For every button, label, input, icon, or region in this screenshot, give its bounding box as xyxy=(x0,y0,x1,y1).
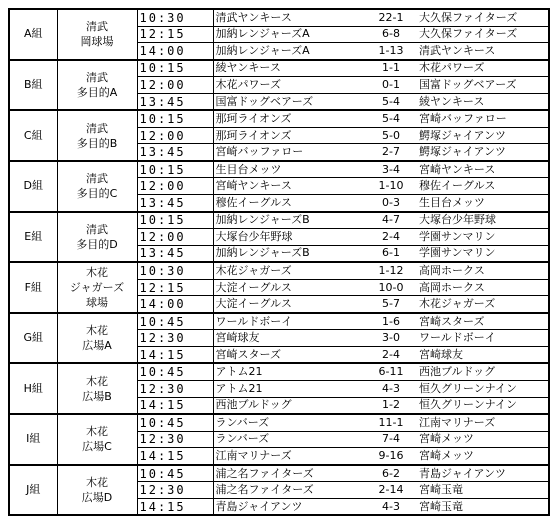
match-time: 13:45 xyxy=(137,195,213,212)
match-time: 12:00 xyxy=(137,178,213,195)
match-score: 1-10 xyxy=(365,178,417,195)
away-team: 学園サンマリン xyxy=(417,229,549,246)
away-team: 恒久グリーンナイン xyxy=(417,397,549,414)
away-team: 宮崎スターズ xyxy=(417,313,549,330)
table-row xyxy=(9,414,549,431)
match-time: 13:45 xyxy=(137,144,213,161)
match-time: 14:15 xyxy=(137,448,213,465)
table-row xyxy=(9,262,549,279)
match-score: 4-3 xyxy=(365,498,417,515)
away-team: 木花ジャガーズ xyxy=(417,296,549,313)
group-name: I組 xyxy=(9,414,57,465)
field-name: 清武 多目的B xyxy=(57,110,137,161)
match-time: 10:30 xyxy=(137,9,213,26)
match-score: 5-0 xyxy=(365,127,417,144)
match-score: 3-4 xyxy=(365,161,417,178)
away-team: 江南マリナーズ xyxy=(417,414,549,431)
match-time: 12:15 xyxy=(137,279,213,296)
group-name: B組 xyxy=(9,60,57,111)
away-team: 宮崎玉竜 xyxy=(417,498,549,515)
match-time: 10:15 xyxy=(137,161,213,178)
table-row xyxy=(9,9,549,26)
match-score: 2-14 xyxy=(365,482,417,499)
table-row xyxy=(9,60,549,77)
home-team: 綾ヤンキース xyxy=(213,60,365,77)
match-time: 12:30 xyxy=(137,431,213,448)
table-body xyxy=(9,9,549,515)
away-team: 高岡ホークス xyxy=(417,279,549,296)
field-name: 清武 多目的A xyxy=(57,60,137,111)
field-name: 清武 多目的D xyxy=(57,212,137,263)
away-team: 国富ドッグベアーズ xyxy=(417,77,549,94)
match-score: 2-4 xyxy=(365,346,417,363)
home-team: 宮崎球友 xyxy=(213,330,365,347)
home-team: 那珂ライオンズ xyxy=(213,127,365,144)
match-score: 2-4 xyxy=(365,229,417,246)
home-team: ランバーズ xyxy=(213,414,365,431)
match-score: 0-1 xyxy=(365,77,417,94)
match-score: 11-1 xyxy=(365,414,417,431)
table-row xyxy=(9,110,549,127)
match-time: 14:00 xyxy=(137,43,213,60)
away-team: 鰐塚ジャイアンツ xyxy=(417,127,549,144)
home-team: 青島ジャイアンツ xyxy=(213,498,365,515)
match-time: 10:15 xyxy=(137,110,213,127)
away-team: 大久保ファイターズ xyxy=(417,26,549,43)
match-time: 12:30 xyxy=(137,381,213,398)
match-time: 10:15 xyxy=(137,212,213,229)
home-team: 大塚台少年野球 xyxy=(213,229,365,246)
field-name: 木花 ジャガーズ 球場 xyxy=(57,262,137,313)
group-name: J組 xyxy=(9,465,57,516)
match-score: 5-4 xyxy=(365,110,417,127)
away-team: 宮崎ヤンキース xyxy=(417,161,549,178)
away-team: 恒久グリーンナイン xyxy=(417,381,549,398)
home-team: 生目台メッツ xyxy=(213,161,365,178)
home-team: 宮崎バッファロー xyxy=(213,144,365,161)
match-time: 14:15 xyxy=(137,397,213,414)
group-name: F組 xyxy=(9,262,57,313)
match-score: 1-13 xyxy=(365,43,417,60)
field-name: 清武 多目的C xyxy=(57,161,137,212)
away-team: 宮崎玉竜 xyxy=(417,482,549,499)
away-team: 生目台メッツ xyxy=(417,195,549,212)
away-team: 宮崎メッツ xyxy=(417,431,549,448)
match-score: 5-7 xyxy=(365,296,417,313)
match-score: 1-12 xyxy=(365,262,417,279)
field-name: 木花 広場A xyxy=(57,313,137,364)
schedule-sheet xyxy=(8,8,548,514)
match-time: 12:00 xyxy=(137,229,213,246)
home-team: 加納レンジャーズA xyxy=(213,26,365,43)
match-time: 10:30 xyxy=(137,262,213,279)
away-team: 綾ヤンキース xyxy=(417,93,549,110)
home-team: 加納レンジャーズA xyxy=(213,43,365,60)
match-score: 6-8 xyxy=(365,26,417,43)
home-team: ランバーズ xyxy=(213,431,365,448)
home-team: 加納レンジャーズB xyxy=(213,245,365,262)
home-team: 浦之名ファイターズ xyxy=(213,465,365,482)
match-score: 10-0 xyxy=(365,279,417,296)
match-score: 0-3 xyxy=(365,195,417,212)
home-team: 浦之名ファイターズ xyxy=(213,482,365,499)
match-time: 10:45 xyxy=(137,363,213,380)
match-time: 12:30 xyxy=(137,482,213,499)
match-time: 10:45 xyxy=(137,414,213,431)
match-score: 6-1 xyxy=(365,245,417,262)
match-time: 12:30 xyxy=(137,330,213,347)
group-name: A組 xyxy=(9,9,57,60)
away-team: 宮崎バッファロー xyxy=(417,110,549,127)
match-score: 1-2 xyxy=(365,397,417,414)
table-row xyxy=(9,313,549,330)
field-name: 清武 岡球場 xyxy=(57,9,137,60)
match-time: 14:00 xyxy=(137,296,213,313)
home-team: 穆佐イーグルス xyxy=(213,195,365,212)
match-score: 5-4 xyxy=(365,93,417,110)
home-team: 宮崎ヤンキース xyxy=(213,178,365,195)
away-team: 鰐塚ジャイアンツ xyxy=(417,144,549,161)
match-time: 10:15 xyxy=(137,60,213,77)
home-team: 清武ヤンキース xyxy=(213,9,365,26)
home-team: アトム21 xyxy=(213,363,365,380)
match-time: 10:45 xyxy=(137,465,213,482)
home-team: 西池ブルドッグ xyxy=(213,397,365,414)
match-score: 2-7 xyxy=(365,144,417,161)
match-score: 1-1 xyxy=(365,60,417,77)
table-row xyxy=(9,161,549,178)
home-team: 大淀イーグルス xyxy=(213,296,365,313)
table-row xyxy=(9,363,549,380)
match-time: 14:15 xyxy=(137,346,213,363)
match-time: 10:45 xyxy=(137,313,213,330)
group-name: D組 xyxy=(9,161,57,212)
away-team: 木花パワーズ xyxy=(417,60,549,77)
match-time: 13:45 xyxy=(137,245,213,262)
match-score: 9-16 xyxy=(365,448,417,465)
match-score: 22-1 xyxy=(365,9,417,26)
match-score: 7-4 xyxy=(365,431,417,448)
group-name: H組 xyxy=(9,363,57,414)
home-team: ワールドボーイ xyxy=(213,313,365,330)
field-name: 木花 広場B xyxy=(57,363,137,414)
home-team: アトム21 xyxy=(213,381,365,398)
home-team: 国富ドッグベアーズ xyxy=(213,93,365,110)
away-team: 宮崎メッツ xyxy=(417,448,549,465)
away-team: 西池ブルドッグ xyxy=(417,363,549,380)
match-results-table xyxy=(8,8,550,516)
home-team: 那珂ライオンズ xyxy=(213,110,365,127)
away-team: 大塚台少年野球 xyxy=(417,212,549,229)
match-score: 4-3 xyxy=(365,381,417,398)
match-time: 14:15 xyxy=(137,498,213,515)
away-team: 青島ジャイアンツ xyxy=(417,465,549,482)
home-team: 宮崎スターズ xyxy=(213,346,365,363)
match-score: 3-0 xyxy=(365,330,417,347)
home-team: 木花パワーズ xyxy=(213,77,365,94)
away-team: 学園サンマリン xyxy=(417,245,549,262)
away-team: 宮崎球友 xyxy=(417,346,549,363)
away-team: ワールドボーイ xyxy=(417,330,549,347)
match-time: 13:45 xyxy=(137,93,213,110)
match-score: 1-6 xyxy=(365,313,417,330)
home-team: 大淀イーグルス xyxy=(213,279,365,296)
field-name: 木花 広場C xyxy=(57,414,137,465)
home-team: 江南マリナーズ xyxy=(213,448,365,465)
match-score: 6-2 xyxy=(365,465,417,482)
table-row xyxy=(9,465,549,482)
home-team: 加納レンジャーズB xyxy=(213,212,365,229)
away-team: 大久保ファイターズ xyxy=(417,9,549,26)
match-score: 4-7 xyxy=(365,212,417,229)
match-score: 6-11 xyxy=(365,363,417,380)
home-team: 木花ジャガーズ xyxy=(213,262,365,279)
away-team: 清武ヤンキース xyxy=(417,43,549,60)
group-name: G組 xyxy=(9,313,57,364)
match-time: 12:00 xyxy=(137,77,213,94)
away-team: 高岡ホークス xyxy=(417,262,549,279)
away-team: 穆佐イーグルス xyxy=(417,178,549,195)
match-time: 12:15 xyxy=(137,26,213,43)
match-time: 12:00 xyxy=(137,127,213,144)
table-row xyxy=(9,212,549,229)
field-name: 木花 広場D xyxy=(57,465,137,516)
group-name: C組 xyxy=(9,110,57,161)
group-name: E組 xyxy=(9,212,57,263)
